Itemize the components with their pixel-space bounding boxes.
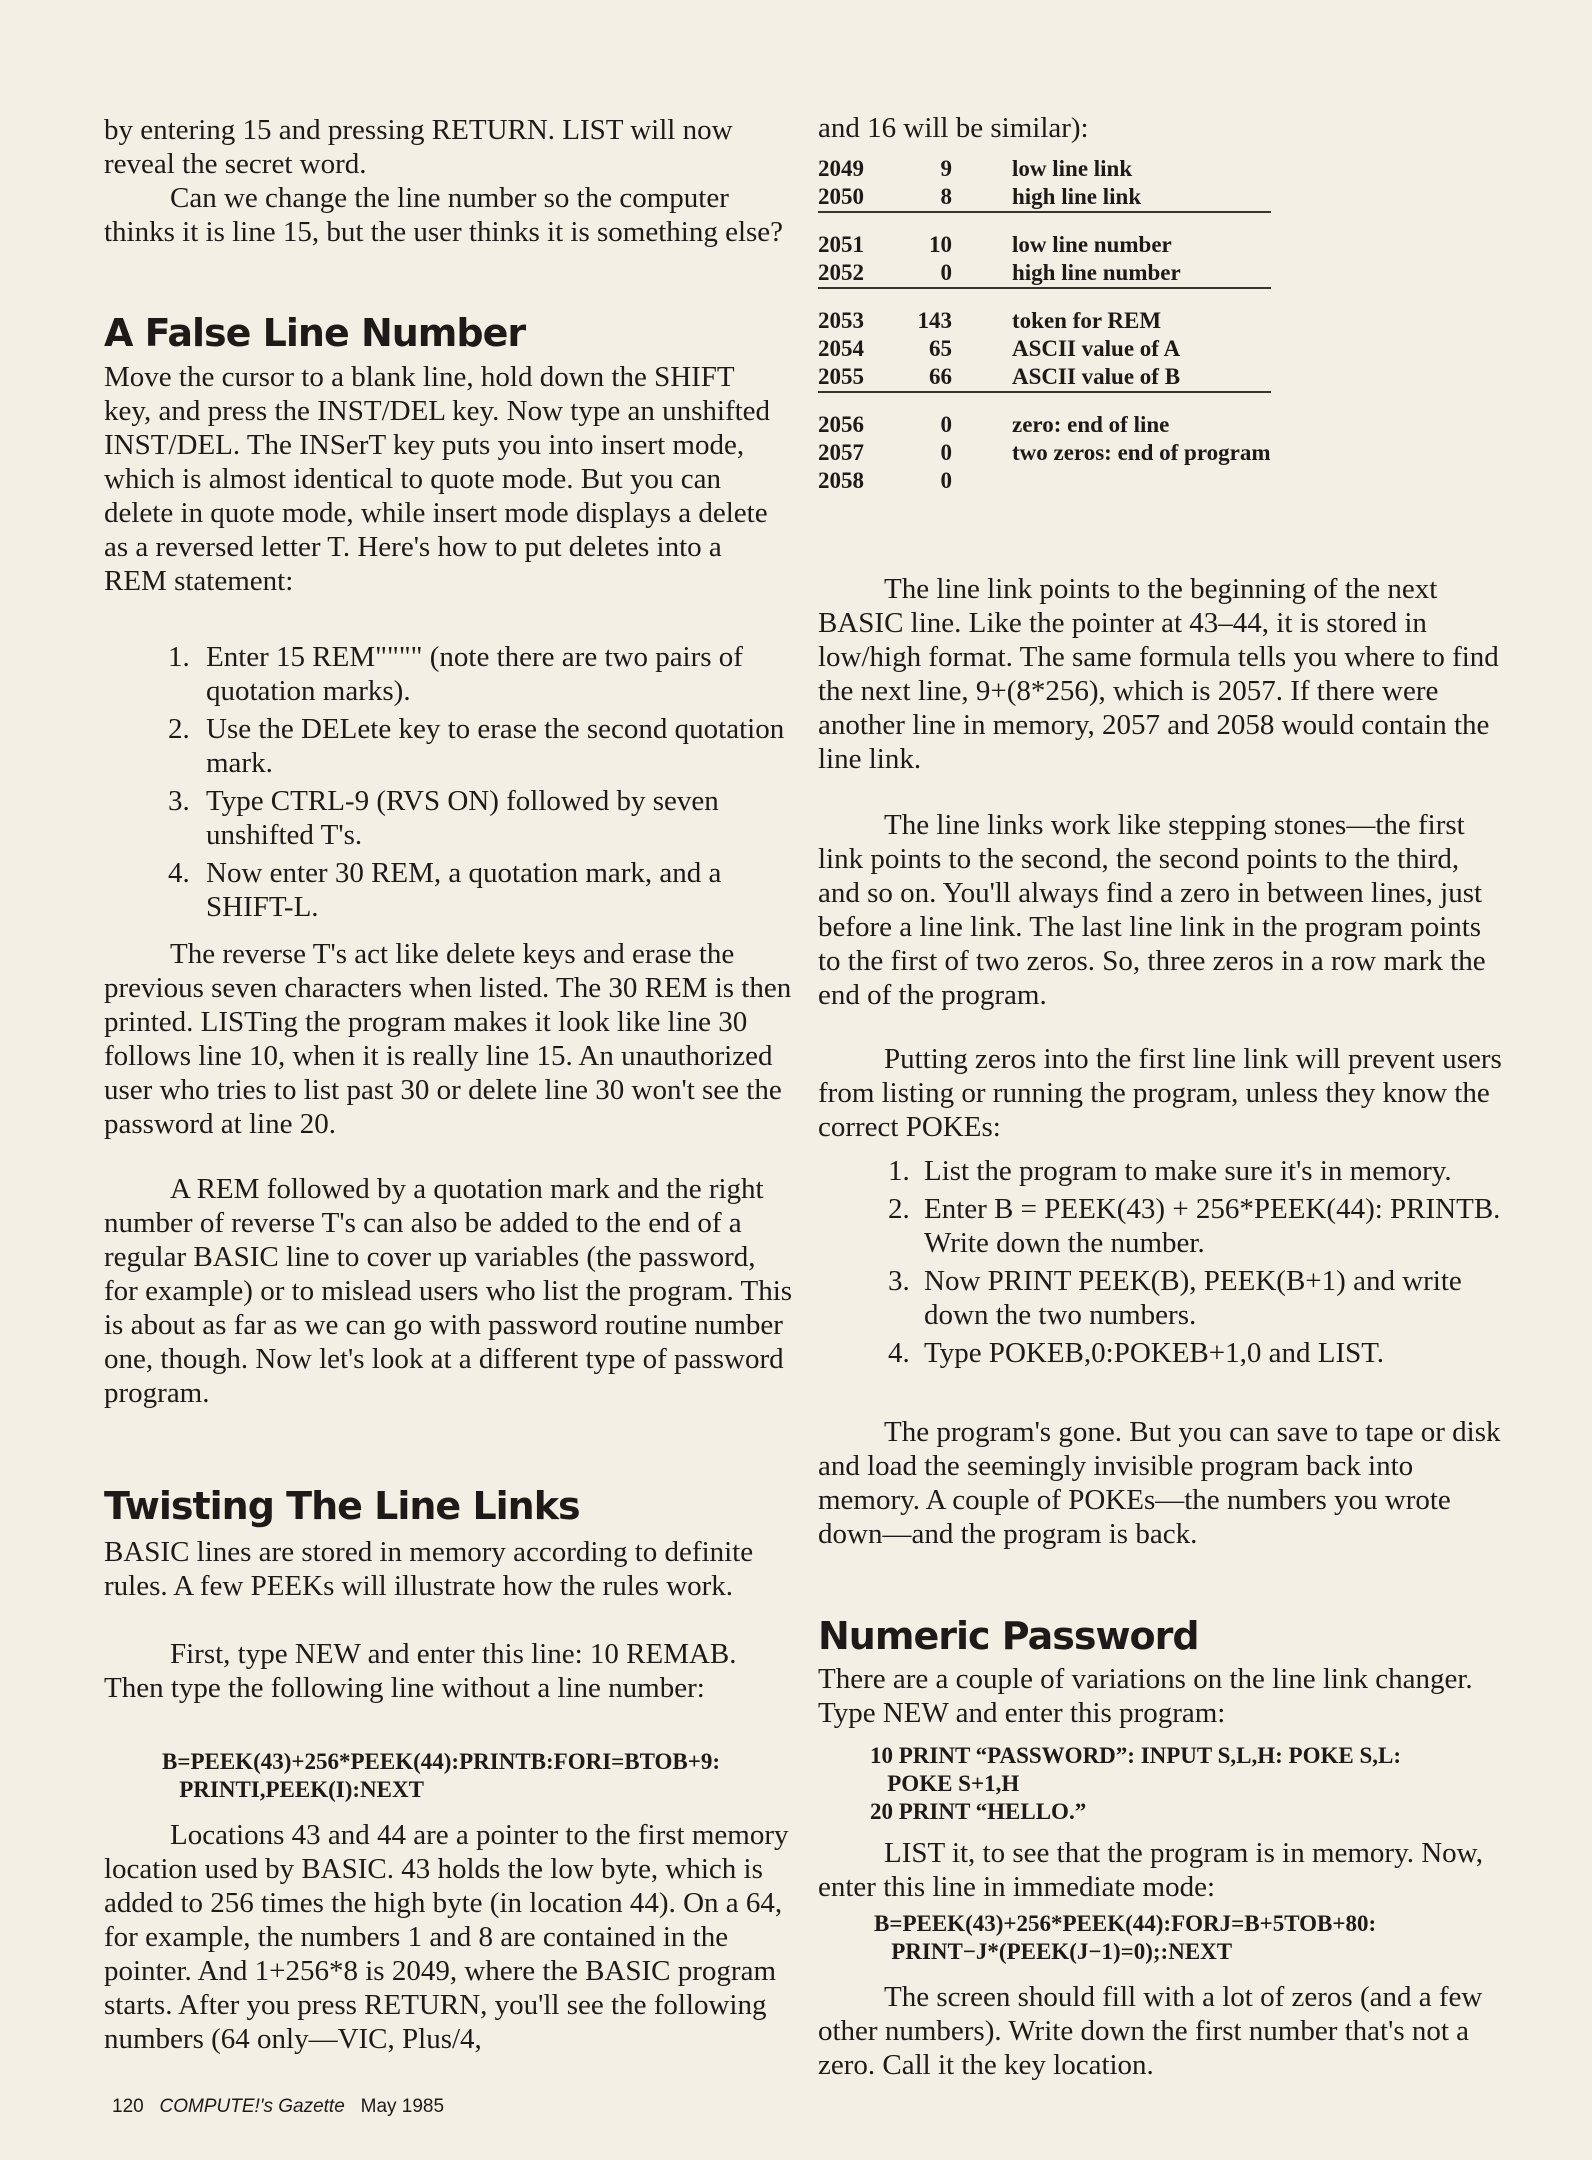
table-row: 2058 0 [818, 468, 952, 493]
type-new-para: First, type NEW and enter this line: 10 REMAB. Then type the following line without a line number: [104, 1638, 737, 1704]
memory-table [818, 155, 1271, 495]
table-row: 2051 10 low line number [818, 232, 1172, 257]
list-it-para: LIST it, to see that the program is in memory. Now, enter this line in immediate mode: [818, 1837, 1483, 1903]
list-item: 1. Enter 15 REM"""" (note there are two pairs of quotation marks). [168, 641, 743, 707]
code-password-program: 10 PRINT “PASSWORD”: INPUT S,L,H: POKE S,L: POKE S+1,H 20 PRINT “HELLO.” [870, 1743, 1401, 1824]
reverse-t-para: The reverse T's act like delete keys and erase the previous seven characters when listed. The 30 REM is then printed. LISTing the program makes it look like line 30 follows line 10, when it is really line 15. An unauthorized user who tries to list past 30 or delete line 30 won't see the password at line 20. [104, 938, 792, 1140]
stepping-stones-para: The line links work like stepping stones—the first link points to the second, the second points to the third, and so on. You'll always find a zero in between lines, just before a line link. The last line link in the program points to the first of two zeros. So, three zeros in a row mark the end of the program. [818, 809, 1486, 1011]
table-row: 2053 143 token for REM [818, 308, 1162, 333]
list-item: 4. Now enter 30 REM, a quotation mark, and a SHIFT-L. [168, 857, 722, 923]
left-steps-list [168, 640, 790, 924]
list-item: 2. Use the DELete key to erase the second quotation mark. [168, 713, 785, 779]
table-row: 2050 8 high line link [818, 184, 1142, 209]
heading-twisting-line-links: Twisting The Line Links [104, 1484, 580, 1528]
table-row: 2057 0 two zeros: end of program [818, 440, 1271, 465]
line-link-para: The line link points to the beginning of the next BASIC line. Like the pointer at 43–44, it is stored in low/high format. The same formula tells you where to find the next line, 9+(8*256), which is 2057. If there were another line in memory, 2057 and 2058 would contain the line link. [818, 573, 1499, 775]
table-row: 2052 0 high line number [818, 260, 1181, 285]
page-number: 120 [112, 2096, 144, 2117]
left-question-para: Can we change the line number so the computer thinks it is line 15, but the user thinks it is something else? [104, 182, 784, 248]
table-row: 2049 9 low line link [818, 156, 1133, 181]
list-item: 2. Enter B = PEEK(43) + 256*PEEK(44): PRINTB. Write down the number. [888, 1193, 1501, 1259]
programs-gone-para: The program's gone. But you can save to tape or disk and load the seemingly invisible program back into memory. A couple of POKEs—the numbers you wrote down—and the program is back. [818, 1416, 1501, 1550]
code-immediate-mode: B=PEEK(43)+256*PEEK(44):FORJ=B+5TOB+80: PRINT−J*(PEEK(J−1)=0);:NEXT [874, 1911, 1377, 1964]
left-intro-para: by entering 15 and pressing RETURN. LIST will now reveal the secret word. [104, 114, 733, 180]
screen-fill-para: The screen should fill with a lot of zeros (and a few other numbers). Write down the first number that's not a zero. Call it the key location. [818, 1981, 1483, 2081]
heading-numeric-password: Numeric Password [818, 1614, 1199, 1658]
code-peek-loop: B=PEEK(43)+256*PEEK(44):PRINTB:FORI=BTOB+9: PRINTI,PEEK(I):NEXT [162, 1749, 721, 1802]
locations-para: Locations 43 and 44 are a pointer to the first memory location used by BASIC. 43 holds the low byte, which is added to 256 times the high byte (in location 44). On a 64, for example, the numbers 1 and 8 are contained in the pointer. And 1+256*8 is 2049, where the BASIC program starts. After you press RETURN, you'll see the following numbers (64 only—VIC, Plus/4, [104, 1819, 789, 2055]
list-item: 1. List the program to make sure it's in memory. [888, 1155, 1452, 1187]
list-item: 3. Type CTRL-9 (RVS ON) followed by seven unshifted T's. [168, 785, 719, 851]
right-intro-para: and 16 will be similar): [818, 112, 1089, 144]
table-row: 2056 0 zero: end of line [818, 412, 1170, 437]
list-item: 3. Now PRINT PEEK(B), PEEK(B+1) and write down the two numbers. [888, 1265, 1462, 1331]
page-footer [112, 2096, 444, 2118]
heading-false-line-number: A False Line Number [104, 311, 526, 355]
rem-quote-para: A REM followed by a quotation mark and the right number of reverse T's can also be added to the end of a regular BASIC line to cover up variables (the password, for example) or to mislead users who list the program. This is about as far as we can go with password routine number one, though. Now let's look at a different type of password program. [104, 1173, 793, 1409]
table-row: 2055 66 ASCII value of B [818, 364, 1181, 389]
publication-name: COMPUTE!'s Gazette [159, 2096, 345, 2117]
variations-para: There are a couple of variations on the line link changer. Type NEW and enter this program: [818, 1663, 1473, 1729]
table-row: 2054 65 ASCII value of A [818, 336, 1181, 361]
putting-zeros-para: Putting zeros into the first line link will prevent users from listing or running the program, unless they know the correct POKEs: [818, 1043, 1502, 1143]
line-links-para: BASIC lines are stored in memory according to definite rules. A few PEEKs will illustrate how the rules work. [104, 1536, 754, 1602]
right-steps-list [888, 1154, 1502, 1370]
false-line-para: Move the cursor to a blank line, hold down the SHIFT key, and press the INST/DEL key. Now type an unshifted INST/DEL. The INSerT key puts you into insert mode, which is almost identical to quote mode. But you can delete in quote mode, while insert mode displays a delete as a reversed letter T. Here's how to put deletes into a REM statement: [104, 361, 771, 597]
issue-date: May 1985 [360, 2096, 445, 2117]
list-item: 4. Type POKEB,0:POKEB+1,0 and LIST. [888, 1337, 1385, 1369]
